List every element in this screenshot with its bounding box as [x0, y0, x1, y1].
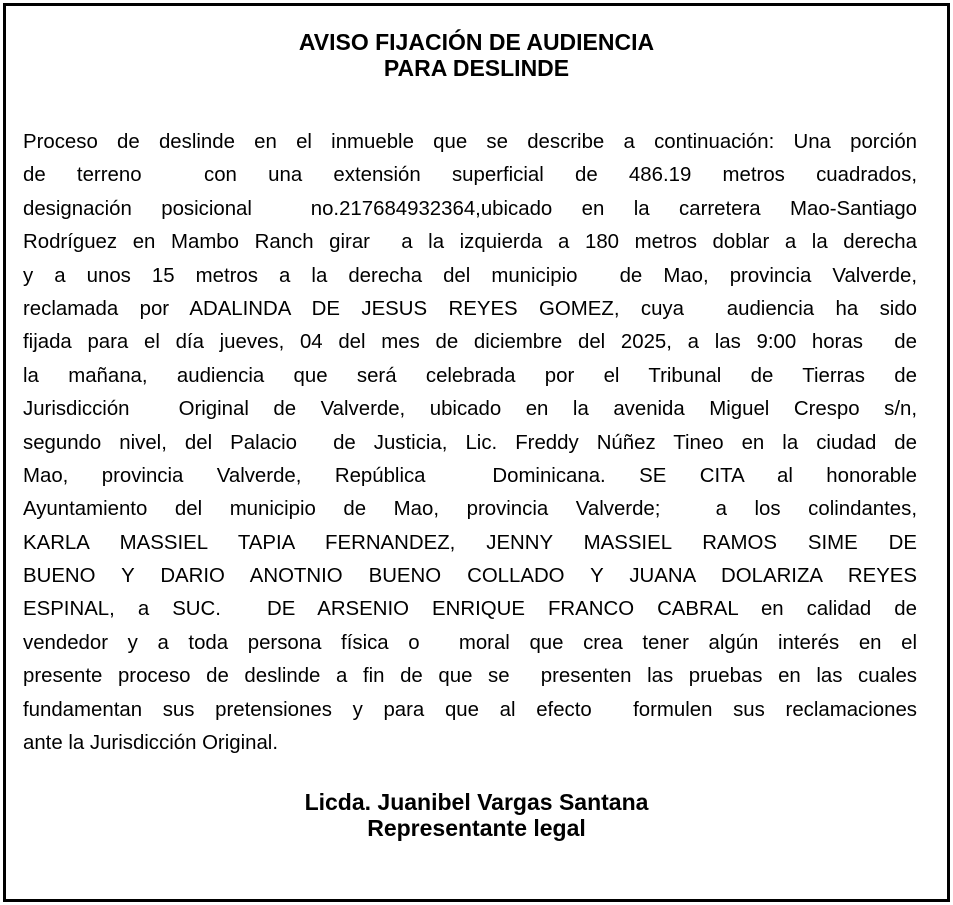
- body-line: Proceso de deslinde en el inmueble que se describe a continuación: Una porción: [23, 131, 917, 153]
- body-line: fijada para el día jueves, 04 del mes de diciembre del 2025, a las 9:00 horas de: [23, 331, 917, 354]
- signature-block: [0, 789, 953, 841]
- body-line: Ayuntamiento del municipio de Mao, provincia Valverde; a los colindantes,: [23, 498, 917, 521]
- body-line: vendedor y a toda persona física o moral que crea tener algún interés en el: [23, 631, 917, 654]
- body-line: ESPINAL, a SUC. DE ARSENIO ENRIQUE FRANCO CABRAL en calidad de: [23, 598, 917, 621]
- body-line: Jurisdicción Original de Valverde, ubicado en la avenida Miguel Crespo s/n,: [23, 398, 917, 421]
- notice-title-line-1: AVISO FIJACIÓN DE AUDIENCIA: [298, 29, 655, 55]
- body-line: KARLA MASSIEL TAPIA FERNANDEZ, JENNY MASSIEL RAMOS SIME DE: [23, 531, 917, 554]
- body-line: Mao, provincia Valverde, República Dominicana. SE CITA al honorable: [23, 464, 917, 487]
- body-line: fundamentan sus pretensiones y para que al efecto formulen sus reclamaciones: [23, 698, 917, 721]
- body-line: de terreno con una extensión superficial de 486.19 metros cuadrados,: [23, 164, 917, 187]
- body-line: y a unos 15 metros a la derecha del municipio de Mao, provincia Valverde,: [23, 264, 917, 287]
- signature-name: Licda. Juanibel Vargas Santana: [304, 789, 649, 815]
- notice-body: [23, 126, 917, 760]
- body-line: segundo nivel, del Palacio de Justicia, Lic. Freddy Núñez Tineo en la ciudad de: [23, 431, 917, 454]
- body-line: la mañana, audiencia que será celebrada por el Tribunal de Tierras de: [23, 364, 917, 387]
- body-line: BUENO Y DARIO ANOTNIO BUENO COLLADO Y JUANA DOLARIZA REYES: [23, 565, 917, 588]
- body-line: presente proceso de deslinde a fin de que se presenten las pruebas en las cuales: [23, 665, 917, 688]
- notice-title-line-2: PARA DESLINDE: [383, 55, 570, 81]
- body-line: Rodríguez en Mambo Ranch girar a la izquierda a 180 metros doblar a la derecha: [23, 231, 917, 254]
- notice-title: [0, 29, 953, 81]
- body-line: ante la Jurisdicción Original.: [23, 732, 279, 755]
- body-line: reclamada por ADALINDA DE JESUS REYES GOMEZ, cuya audiencia ha sido: [23, 297, 917, 320]
- body-line: designación posicional no.217684932364,ubicado en la carretera Mao-Santiago: [23, 197, 917, 220]
- signature-role: Representante legal: [367, 815, 586, 841]
